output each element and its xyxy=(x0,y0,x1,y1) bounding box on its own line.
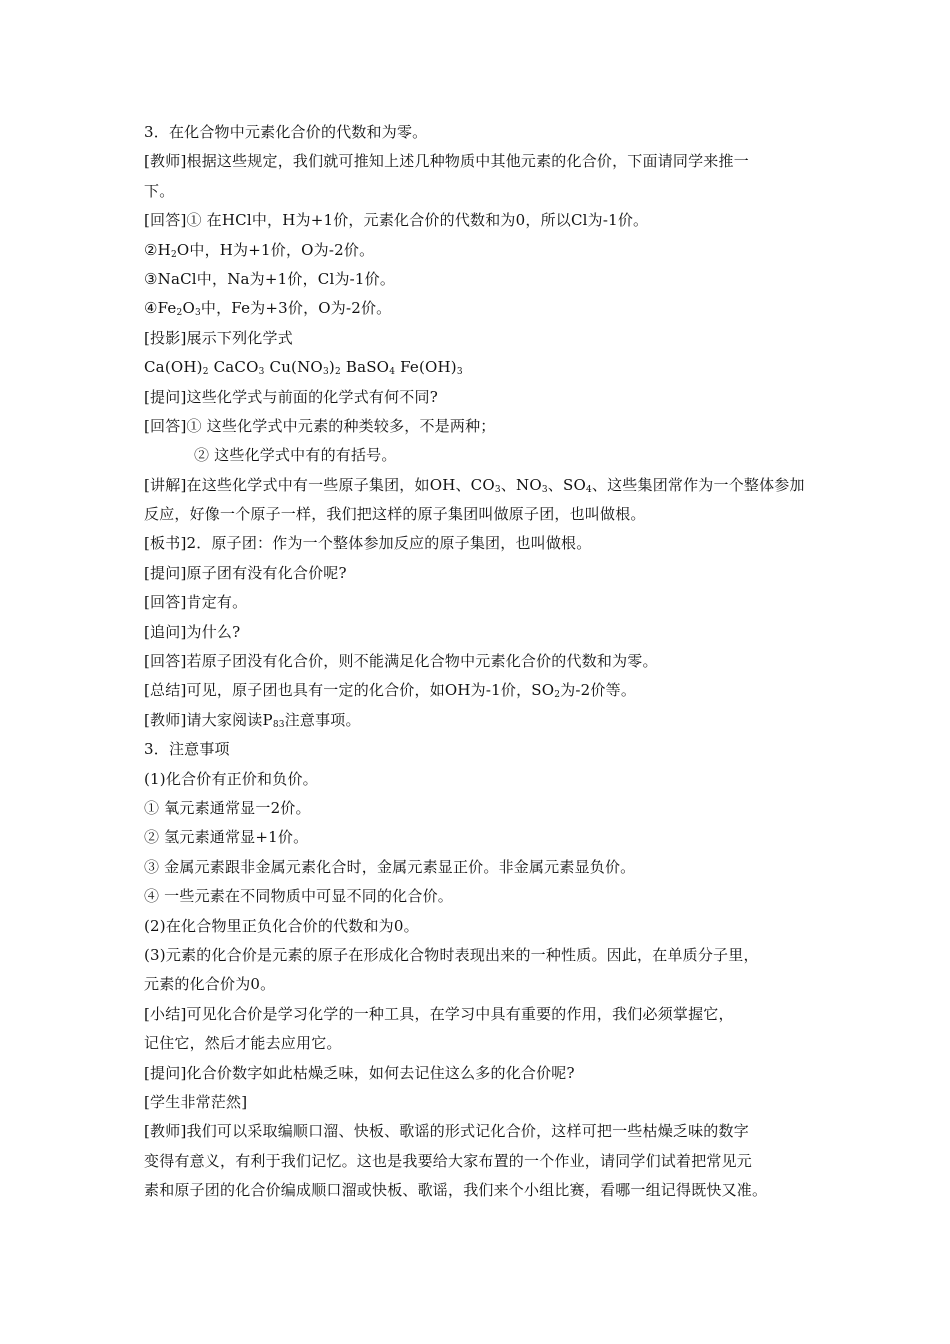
text-segment: Cu(NO xyxy=(264,358,323,377)
text-segment: 、这些集团常作为一个整体参加 xyxy=(591,475,805,494)
text-segment: BaSO xyxy=(340,358,390,377)
subscript: 2 xyxy=(170,249,177,260)
text-segment: 、SO xyxy=(547,475,586,494)
subscript: 2 xyxy=(554,690,561,701)
text-line xyxy=(144,294,824,323)
subscript: 3 xyxy=(541,484,548,495)
text-line: [教师]根据这些规定，我们就可推知上述几种物质中其他元素的化合价，下面请同学来推一 xyxy=(144,152,749,171)
subscript: 3 xyxy=(456,367,463,378)
text-line: [提问]化合价数字如此枯燥乏味，如何去记住这么多的化合价呢? xyxy=(144,1063,575,1082)
text-segment: [总结]可见，原子团也具有一定的化合价，如OH为-1价，SO xyxy=(144,681,555,700)
text-line: 3．在化合物中元素化合价的代数和为零。 xyxy=(144,123,428,141)
text-line: (2)在化合物里正负化合价的代数和为0。 xyxy=(144,916,419,935)
text-line: [追问]为什么? xyxy=(144,622,241,641)
subscript: 83 xyxy=(272,719,285,730)
text-segment: ②H xyxy=(144,240,171,259)
subscript: 3 xyxy=(322,367,329,378)
text-segment: 为-2价等。 xyxy=(560,681,637,700)
text-line: [回答]肯定有。 xyxy=(144,593,248,612)
subscript: 2 xyxy=(334,367,341,378)
text-segment: O xyxy=(182,299,195,318)
text-segment: [讲解]在这些化学式中有一些原子集团，如OH、CO xyxy=(144,475,495,494)
text-line: ① 氧元素通常显一2价。 xyxy=(144,798,311,817)
text-line: 元素的化合价为0。 xyxy=(144,975,276,994)
text-segment: [教师]请大家阅读P xyxy=(144,710,273,729)
text-line xyxy=(144,676,824,705)
text-line: ③NaCl中，Na为+1价，Cl为-1价。 xyxy=(144,269,396,288)
text-line: [板书]2．原子团：作为一个整体参加反应的原子集团，也叫做根。 xyxy=(144,534,592,553)
text-line: [回答]① 在HCl中，H为+1价，元素化合价的代数和为0，所以Cl为-1价。 xyxy=(144,211,649,230)
text-line: 素和原子团的化合价编成顺口溜或快板、歌谣，我们来个小组比赛，看哪一组记得既快又准。 xyxy=(144,1181,768,1200)
text-line: ③ 金属元素跟非金属元素化合时，金属元素显正价。非金属元素显负价。 xyxy=(144,857,636,876)
text-line: 3．注意事项 xyxy=(144,740,230,759)
subscript: 4 xyxy=(389,367,396,378)
text-line: (1)化合价有正价和负价。 xyxy=(144,769,318,788)
text-line xyxy=(144,236,824,265)
text-segment: ④Fe xyxy=(144,299,177,318)
subscript: 2 xyxy=(176,308,183,319)
subscript: 2 xyxy=(202,367,209,378)
text-line: [回答]若原子团没有化合价，则不能满足化合物中元素化合价的代数和为零。 xyxy=(144,652,658,671)
text-segment: Fe(OH) xyxy=(395,358,457,377)
text-line: ② 氢元素通常显+1价。 xyxy=(144,828,309,847)
text-line: (3)元素的化合价是元素的原子在形成化合物时表现出来的一种性质。因此，在单质分子里， xyxy=(144,945,759,964)
subscript: 3 xyxy=(194,308,201,319)
text-segment: 、NO xyxy=(500,475,542,494)
text-line xyxy=(144,353,824,382)
document-body xyxy=(144,118,824,1205)
text-line: 记住它，然后才能去应用它。 xyxy=(144,1034,342,1053)
text-line: ② 这些化学式中有的有括号。 xyxy=(194,446,397,465)
text-segment: 中，Fe为+3价，O为-2价。 xyxy=(200,299,392,318)
text-segment: Ca(OH) xyxy=(144,358,203,377)
text-line: [小结]可见化合价是学习化学的一种工具，在学习中具有重要的作用，我们必须掌握它， xyxy=(144,1004,734,1023)
text-line: [投影]展示下列化学式 xyxy=(144,328,293,347)
text-segment: CaCO xyxy=(208,358,259,377)
text-segment: 注意事项。 xyxy=(284,710,361,729)
text-line: [教师]我们可以采取编顺口溜、快板、歌谣的形式记化合价，这样可把一些枯燥乏味的数字 xyxy=(144,1122,749,1141)
subscript: 3 xyxy=(494,484,501,495)
text-line: [提问]原子团有没有化合价呢? xyxy=(144,563,347,582)
text-line: ④ 一些元素在不同物质中可显不同的化合价。 xyxy=(144,887,453,906)
text-segment: ) xyxy=(328,358,335,377)
text-line xyxy=(144,471,824,500)
text-line xyxy=(144,706,824,735)
text-line: 下。 xyxy=(144,181,175,200)
text-line: [回答]① 这些化学式中元素的种类较多，不是两种； xyxy=(144,416,496,435)
text-line: 反应，好像一个原子一样，我们把这样的原子集团叫做原子团，也叫做根。 xyxy=(144,505,646,524)
subscript: 4 xyxy=(585,484,592,495)
text-line: 变得有意义，有利于我们记忆。这也是我要给大家布置的一个作业，请同学们试着把常见元 xyxy=(144,1151,753,1170)
text-segment: O中，H为+1价，O为-2价。 xyxy=(176,240,375,259)
text-line: [学生非常茫然] xyxy=(144,1092,248,1111)
subscript: 3 xyxy=(258,367,265,378)
text-line: [提问]这些化学式与前面的化学式有何不同? xyxy=(144,387,438,406)
